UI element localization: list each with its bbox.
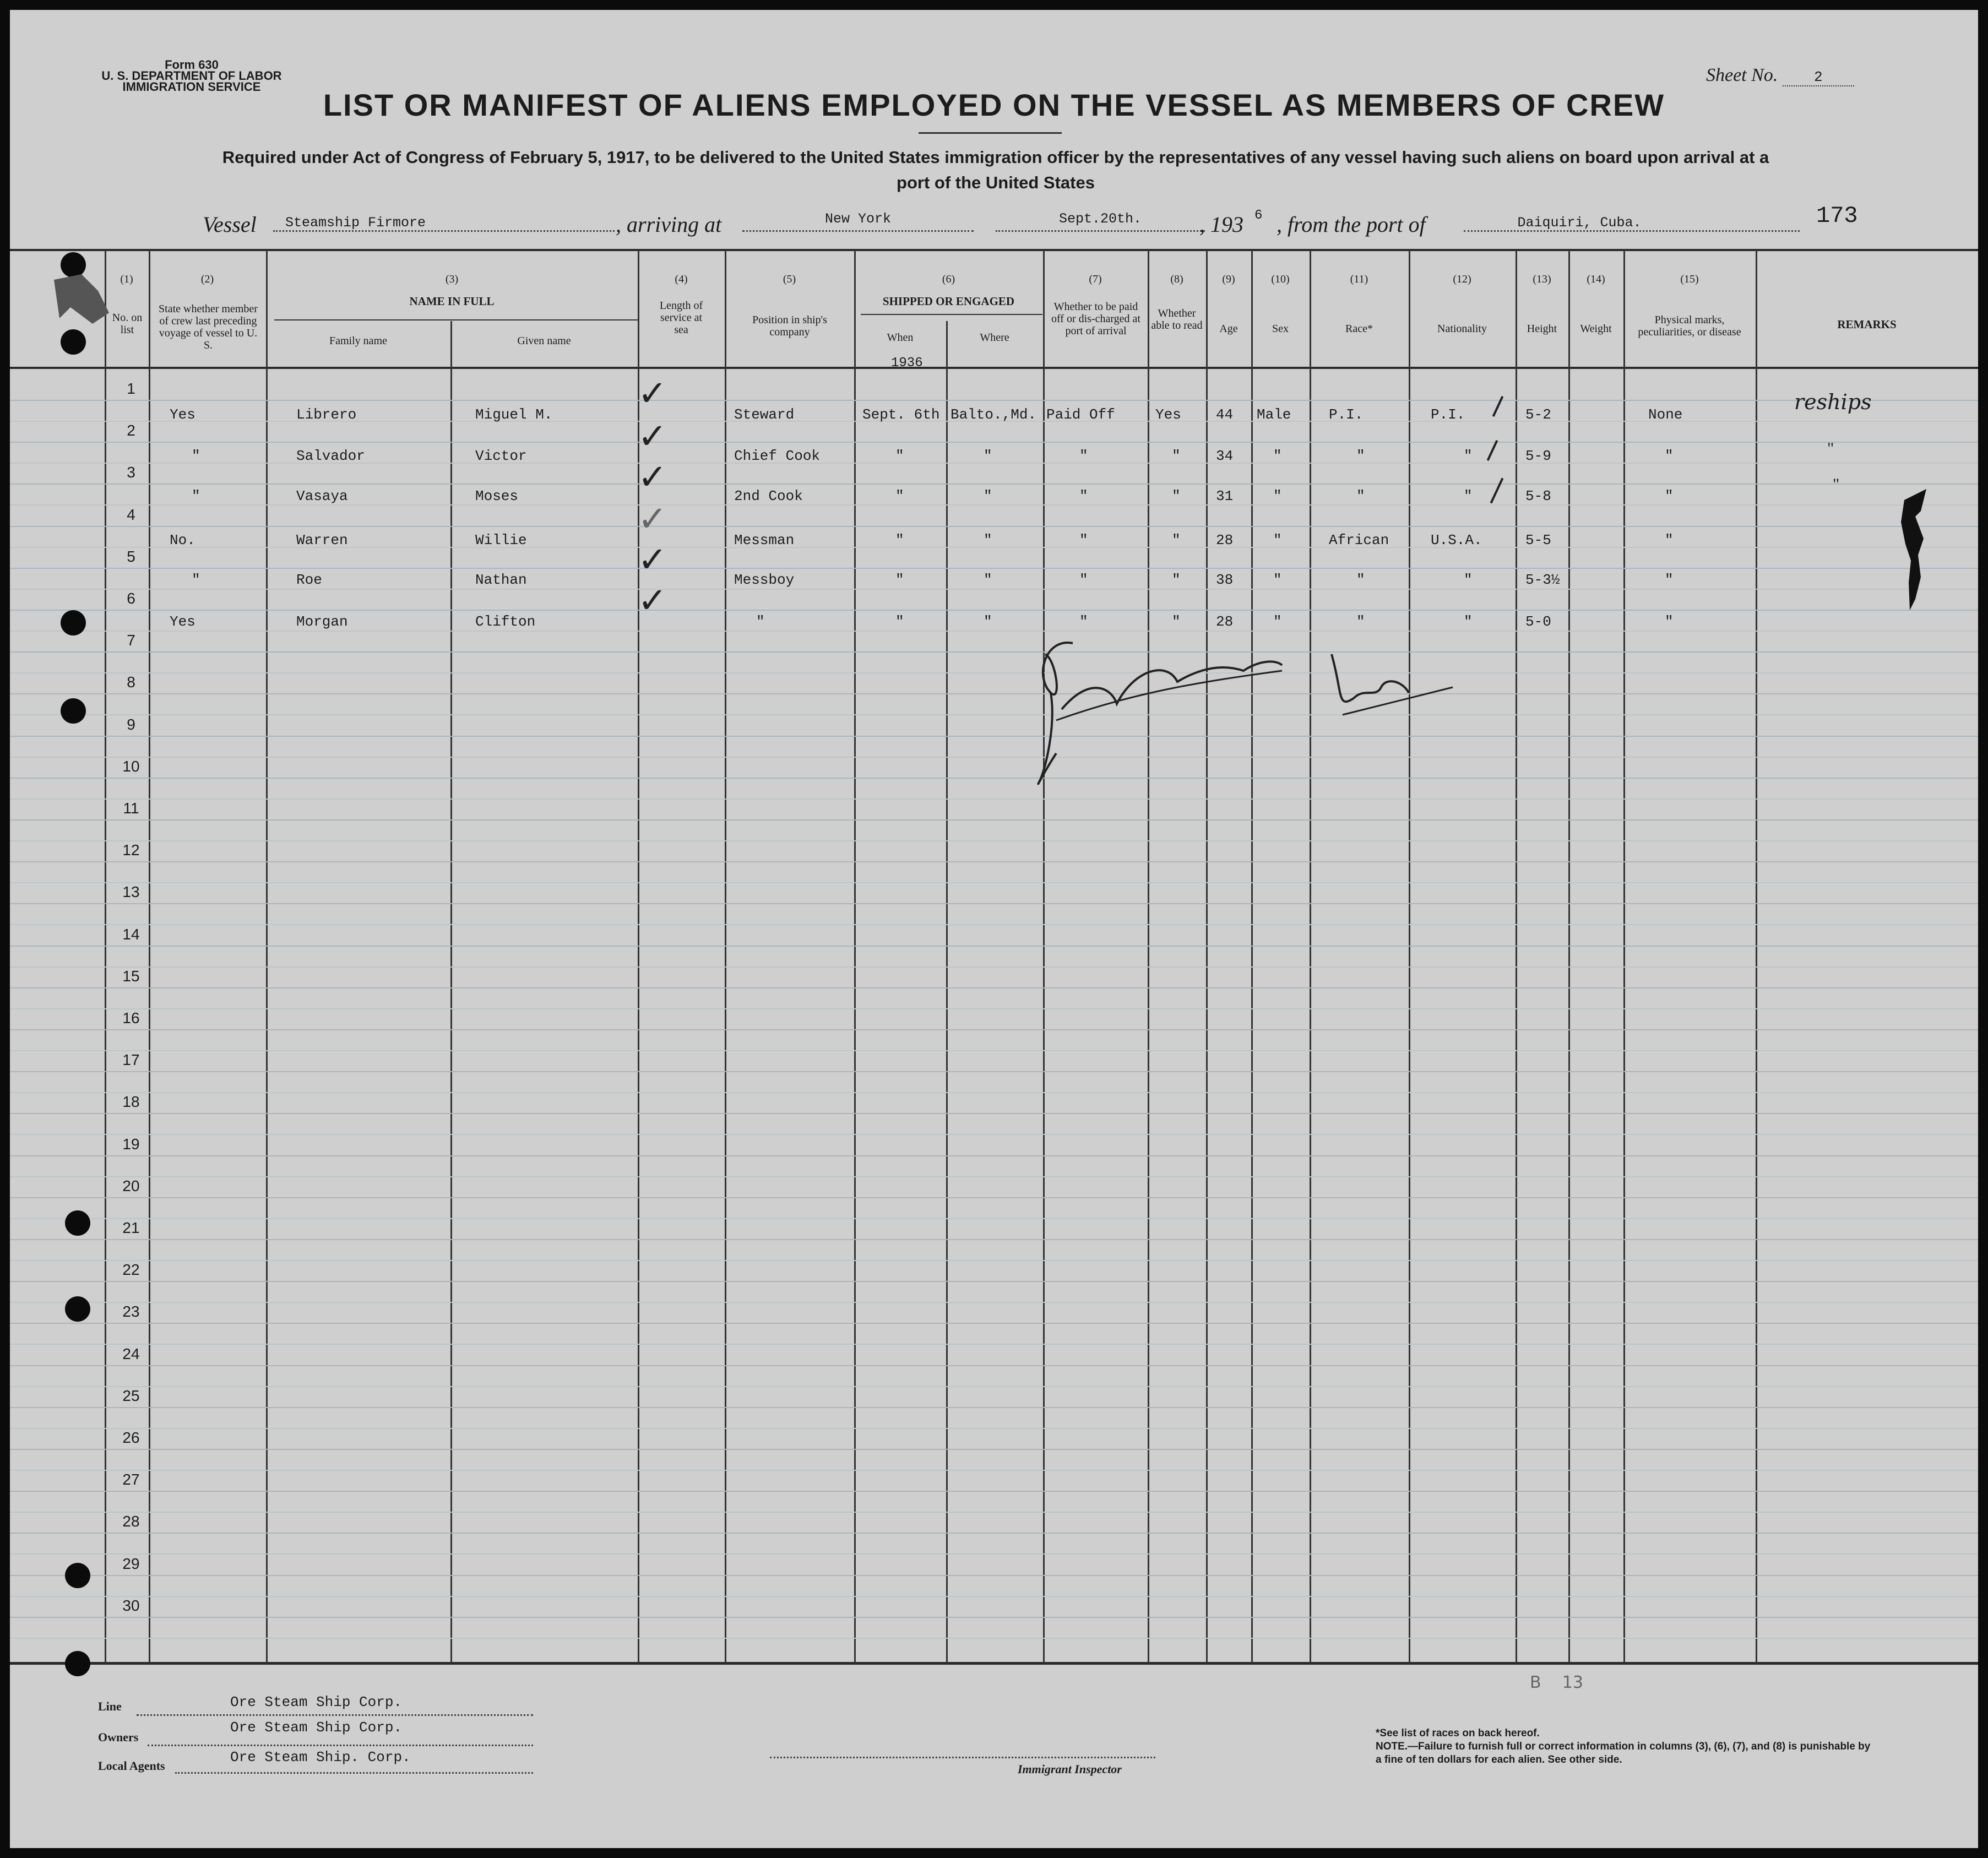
col-number: (14)	[1587, 273, 1605, 285]
line-value: Ore Steam Ship Corp.	[230, 1694, 403, 1710]
col-number: (7)	[1089, 273, 1102, 285]
row-rule	[10, 946, 1978, 947]
family-name-cell: Vasaya	[296, 488, 348, 504]
column-rule	[1310, 250, 1311, 1663]
age-cell: 28	[1216, 532, 1234, 548]
race-cell: African	[1329, 532, 1389, 548]
col-number: (13)	[1533, 273, 1551, 285]
row-number: 25	[122, 1387, 140, 1404]
row-rule	[10, 1113, 1978, 1114]
row-subrule	[10, 840, 1978, 841]
agents-value: Ore Steam Ship. Corp.	[230, 1749, 411, 1765]
col-number: (6)	[942, 273, 955, 285]
checkmark-icon: ✓	[638, 373, 667, 414]
nationality-cell: "	[1464, 448, 1473, 464]
header-paid-off: Whether to be paid off or dis-charged at port of arrival	[1051, 301, 1140, 337]
column-rule	[105, 250, 106, 1663]
page-number-handwritten: 173	[1816, 203, 1858, 229]
punch-hole	[61, 610, 86, 635]
row-rule	[10, 1491, 1978, 1492]
checkmark-icon: ✓	[638, 416, 667, 457]
row-number: 20	[122, 1177, 140, 1194]
remark-reships: reships	[1794, 390, 1872, 414]
owners-label: Owners	[98, 1730, 139, 1744]
nationality-cell: U.S.A.	[1431, 532, 1482, 548]
inspector-label: Immigrant Inspector	[1018, 1762, 1122, 1776]
row-subrule	[10, 1176, 1978, 1177]
where-cell: "	[984, 613, 992, 630]
able-read-cell: "	[1172, 572, 1181, 588]
where-cell: "	[984, 572, 992, 588]
state-cell: "	[192, 448, 200, 464]
shipped-subheader-rule	[861, 314, 1042, 315]
date-line	[996, 230, 1205, 232]
paid-off-cell: "	[1079, 532, 1088, 548]
row-subrule	[10, 504, 1978, 506]
age-cell: 31	[1216, 488, 1234, 504]
row-subrule	[10, 882, 1978, 883]
row-subrule	[10, 589, 1978, 590]
height-cell: 5-2	[1525, 406, 1551, 423]
column-rule	[266, 250, 268, 1663]
row-subrule	[10, 798, 1978, 800]
row-subrule	[10, 1008, 1978, 1009]
state-cell: Yes	[170, 613, 195, 630]
row-number: 27	[122, 1471, 140, 1488]
col-number: (1)	[120, 273, 133, 285]
where-cell: Balto.,Md.	[950, 406, 1037, 423]
state-cell: Yes	[170, 406, 195, 423]
height-cell: 5-9	[1525, 448, 1551, 464]
header-no-on-list: No. on list	[112, 312, 143, 336]
row-number: 24	[122, 1345, 140, 1362]
row-number: 12	[122, 841, 140, 859]
sex-cell: "	[1273, 532, 1282, 548]
column-rule	[1148, 250, 1149, 1663]
row-number: 8	[127, 673, 135, 691]
row-rule	[10, 819, 1978, 821]
nationality-cell: P.I.	[1431, 406, 1465, 423]
given-name-cell: Willie	[475, 532, 527, 548]
column-rule	[946, 321, 948, 1663]
race-cell: P.I.	[1329, 406, 1364, 423]
paid-off-cell: Paid Off	[1046, 406, 1115, 423]
row-number: 23	[122, 1303, 140, 1320]
punch-hole	[65, 1651, 90, 1676]
row-subrule	[10, 757, 1978, 758]
column-rule	[1568, 250, 1570, 1663]
arriving-label: , arriving at	[616, 212, 722, 237]
row-subrule	[10, 1638, 1978, 1639]
column-rule	[1516, 250, 1517, 1663]
when-cell: "	[895, 488, 904, 504]
position-cell: Steward	[734, 406, 795, 423]
age-cell: 38	[1216, 572, 1234, 588]
col-number: (15)	[1680, 273, 1699, 285]
row-rule	[10, 861, 1978, 862]
row-number: 1	[127, 380, 135, 397]
column-rule	[725, 250, 726, 1663]
col-number: (3)	[445, 273, 459, 285]
col-number: (11)	[1350, 273, 1368, 285]
column-rule	[1623, 250, 1625, 1663]
paid-off-cell: "	[1079, 613, 1088, 630]
row-number: 15	[122, 968, 140, 985]
family-name-cell: Roe	[296, 572, 322, 588]
when-cell: Sept. 6th	[862, 406, 940, 423]
row-number: 28	[122, 1513, 140, 1530]
when-cell: "	[895, 448, 904, 464]
checkmark-icon: ✓	[638, 540, 667, 580]
position-cell: Messman	[734, 532, 795, 548]
manifest-page	[10, 10, 1978, 1848]
agents-label: Local Agents	[98, 1759, 165, 1773]
row-rule	[10, 1449, 1978, 1450]
col-number: (8)	[1170, 273, 1183, 285]
age-cell: 44	[1216, 406, 1234, 423]
physical-marks-cell: "	[1665, 448, 1674, 464]
owners-dots	[148, 1745, 533, 1746]
subtitle-line-1: Required under Act of Congress of February 5, 1917, to be delivered to the United States immigration officer by the representatives of any vessel having such aliens on board upon arrival at a	[222, 148, 1769, 167]
row-subrule	[10, 1344, 1978, 1345]
header-race: Race*	[1345, 323, 1373, 335]
sex-cell: "	[1273, 488, 1282, 504]
row-rule	[10, 736, 1978, 737]
age-cell: 34	[1216, 448, 1234, 464]
row-rule	[10, 483, 1978, 485]
arriving-at: New York	[824, 211, 892, 227]
header-able-read: Whether able to read	[1151, 307, 1203, 332]
col-number: (4)	[675, 273, 688, 285]
age-cell: 28	[1216, 613, 1234, 630]
given-name-cell: Nathan	[475, 572, 527, 588]
row-rule	[10, 442, 1978, 443]
note-penalty: NOTE.—Failure to furnish full or correct information in columns (3), (6), (7), and (8) is punishable by a fine of ten dollars for each alien. See other side.	[1376, 1741, 1871, 1765]
header-weight: Weight	[1580, 323, 1612, 335]
sheet-number	[1706, 65, 1854, 86]
header-name-in-full: NAME IN FULL	[409, 295, 495, 308]
sex-cell: Male	[1257, 406, 1291, 423]
where-cell: "	[984, 488, 992, 504]
row-rule	[10, 526, 1978, 527]
when-year: 1936	[891, 356, 923, 371]
paid-off-cell: "	[1079, 448, 1088, 464]
row-rule	[10, 610, 1978, 611]
when-cell: "	[895, 572, 904, 588]
column-rule	[854, 250, 856, 1663]
family-name-cell: Morgan	[296, 613, 348, 630]
row-number: 10	[122, 758, 140, 775]
race-cell: "	[1356, 488, 1365, 504]
column-rule	[1251, 250, 1253, 1663]
row-rule	[10, 1323, 1978, 1324]
header-where: Where	[980, 332, 1009, 344]
row-rule	[10, 400, 1978, 401]
col-number: (10)	[1271, 273, 1290, 285]
row-number: 11	[123, 800, 139, 817]
row-rule	[10, 1407, 1978, 1408]
arrival-date: Sept.20th.	[1058, 211, 1142, 227]
note-races: *See list of races on back hereof.	[1376, 1727, 1540, 1739]
family-name-cell: Librero	[296, 406, 357, 423]
agents-dots	[175, 1772, 533, 1774]
col-number: (12)	[1453, 273, 1471, 285]
row-rule	[10, 693, 1978, 694]
header-sex: Sex	[1272, 323, 1289, 335]
state-cell: "	[192, 572, 200, 588]
row-rule	[10, 987, 1978, 988]
sex-cell: "	[1273, 572, 1282, 588]
from-port: Daiquiri, Cuba.	[1517, 215, 1642, 231]
column-rule	[1206, 250, 1208, 1663]
nationality-cell: "	[1464, 488, 1473, 504]
inspector-dots	[770, 1757, 1155, 1758]
year-digit: 6	[1254, 208, 1263, 223]
header-age: Age	[1219, 323, 1238, 335]
vessel-label: Vessel	[203, 212, 257, 237]
header-when: When	[887, 332, 914, 344]
row-number: 9	[127, 716, 135, 733]
physical-marks-cell: "	[1665, 532, 1674, 548]
row-rule	[10, 651, 1978, 653]
nationality-cell: "	[1464, 572, 1473, 588]
checkmark-icon: ✓	[638, 457, 667, 498]
state-cell: "	[192, 488, 200, 504]
able-read-cell: "	[1172, 613, 1181, 630]
state-cell: No.	[170, 532, 195, 548]
line-label: Line	[98, 1699, 122, 1713]
family-name-cell: Warren	[296, 532, 348, 548]
arriving-line	[742, 230, 974, 232]
vessel-name: Steamship Firmore	[285, 215, 426, 231]
row-rule	[10, 1365, 1978, 1366]
checkmark-icon: ✓	[638, 499, 667, 540]
height-cell: 5-5	[1525, 532, 1551, 548]
given-name-cell: Victor	[475, 448, 527, 464]
row-rule	[10, 778, 1978, 779]
punch-hole	[65, 1210, 90, 1236]
row-subrule	[10, 714, 1978, 715]
column-rule	[1409, 250, 1410, 1663]
height-cell: 5-3½	[1525, 572, 1560, 588]
header-length-service: Length of service at sea	[659, 300, 703, 336]
col-number: (5)	[783, 273, 796, 285]
header-state-whether: State whether member of crew last preceding voyage of vessel to U. S.	[159, 303, 258, 351]
row-number: 3	[127, 464, 135, 481]
sex-cell: "	[1273, 613, 1282, 630]
given-name-cell: Moses	[475, 488, 519, 504]
header-bottom-border	[10, 367, 1978, 369]
title-underline	[919, 132, 1062, 134]
row-number: 17	[122, 1051, 140, 1068]
row-rule	[10, 1617, 1978, 1618]
paid-off-cell: "	[1079, 488, 1088, 504]
sheet-label: Sheet No.	[1706, 65, 1778, 85]
when-cell: "	[895, 532, 904, 548]
header-given-name: Given name	[517, 335, 571, 347]
when-cell: "	[895, 613, 904, 630]
header-shipped-engaged: SHIPPED OR ENGAGED	[882, 295, 1015, 308]
punch-hole	[65, 1563, 90, 1588]
row-subrule	[10, 924, 1978, 925]
department-name: U. S. DEPARTMENT OF LABOR	[101, 69, 282, 83]
punch-hole	[65, 1296, 90, 1322]
year-label: , 193	[1199, 212, 1243, 237]
pencil-slash	[1487, 440, 1498, 461]
row-subrule	[10, 1512, 1978, 1513]
able-read-cell: Yes	[1155, 406, 1181, 423]
row-subrule	[10, 1092, 1978, 1093]
row-subrule	[10, 1050, 1978, 1051]
row-rule	[10, 1029, 1978, 1030]
row-rule	[10, 1155, 1978, 1156]
race-cell: "	[1356, 613, 1365, 630]
given-name-cell: Clifton	[475, 613, 536, 630]
checkmark-icon: ✓	[638, 580, 667, 621]
row-number: 19	[122, 1136, 140, 1153]
height-cell: 5-8	[1525, 488, 1551, 504]
line-dots	[137, 1714, 533, 1716]
row-number: 29	[122, 1555, 140, 1572]
height-cell: 5-0	[1525, 613, 1551, 630]
row-number: 18	[122, 1093, 140, 1110]
table-top-border	[10, 249, 1978, 251]
row-number: 13	[122, 883, 140, 900]
owners-value: Ore Steam Ship Corp.	[230, 1719, 403, 1736]
row-number: 6	[127, 590, 135, 607]
col-number: (9)	[1222, 273, 1235, 285]
column-rule	[450, 321, 452, 1663]
position-cell: "	[756, 613, 765, 630]
row-number: 21	[122, 1219, 140, 1236]
sheet-number-value: 2	[1783, 69, 1854, 86]
ink-blot	[1893, 483, 1937, 621]
pencil-slash	[1490, 477, 1504, 503]
where-cell: "	[984, 532, 992, 548]
row-number: 5	[127, 548, 135, 565]
header-height: Height	[1527, 323, 1557, 335]
torn-edge	[48, 258, 115, 329]
pencil-slash	[1492, 396, 1504, 417]
row-subrule	[10, 1553, 1978, 1555]
row-number: 30	[122, 1597, 140, 1614]
punch-hole	[61, 329, 86, 355]
remark-ditto: "	[1833, 475, 1840, 493]
sex-cell: "	[1273, 448, 1282, 464]
row-number: 7	[127, 632, 135, 649]
row-subrule	[10, 1302, 1978, 1303]
nationality-cell: "	[1464, 613, 1473, 630]
row-subrule	[10, 1260, 1978, 1261]
paid-off-cell: "	[1079, 572, 1088, 588]
physical-marks-cell: "	[1665, 572, 1674, 588]
race-cell: "	[1356, 572, 1365, 588]
row-number: 26	[122, 1429, 140, 1446]
inspector-signature	[1023, 627, 1464, 797]
row-subrule	[10, 631, 1978, 632]
row-rule	[10, 1533, 1978, 1534]
row-rule	[10, 1239, 1978, 1240]
physical-marks-cell: "	[1665, 488, 1674, 504]
row-number: 22	[122, 1261, 140, 1278]
header-physical-marks: Physical marks, peculiarities, or disease	[1638, 314, 1741, 338]
position-cell: Messboy	[734, 572, 795, 588]
column-rule	[1756, 250, 1757, 1663]
row-subrule	[10, 672, 1978, 673]
punch-hole	[61, 698, 86, 724]
name-subheader-rule	[274, 319, 639, 320]
service-name: IMMIGRATION SERVICE	[122, 80, 261, 94]
row-rule	[10, 1197, 1978, 1198]
row-subrule	[10, 1386, 1978, 1387]
column-rule	[1043, 250, 1045, 1663]
family-name-cell: Salvador	[296, 448, 365, 464]
pencil-mark: B 13	[1530, 1673, 1583, 1692]
where-cell: "	[984, 448, 992, 464]
row-rule	[10, 1575, 1978, 1576]
header-remarks: REMARKS	[1837, 318, 1897, 331]
given-name-cell: Miguel M.	[475, 406, 553, 423]
row-subrule	[10, 966, 1978, 968]
position-cell: Chief Cook	[734, 448, 821, 464]
race-cell: "	[1356, 448, 1365, 464]
row-rule	[10, 1281, 1978, 1282]
subtitle-line-2: port of the United States	[897, 173, 1095, 192]
row-subrule	[10, 1134, 1978, 1135]
row-subrule	[10, 1428, 1978, 1429]
table-bottom-border	[10, 1662, 1978, 1665]
column-rule	[149, 250, 150, 1663]
row-subrule	[10, 1218, 1978, 1219]
col-number: (2)	[200, 273, 214, 285]
row-number: 16	[122, 1009, 140, 1026]
row-rule	[10, 1071, 1978, 1072]
row-subrule	[10, 1470, 1978, 1471]
header-position: Position in ship's company	[752, 314, 827, 338]
header-nationality: Nationality	[1437, 323, 1487, 335]
row-rule	[10, 903, 1978, 904]
physical-marks-cell: "	[1665, 613, 1674, 630]
row-rule	[10, 568, 1978, 569]
page-title: LIST OR MANIFEST OF ALIENS EMPLOYED ON THE VESSEL AS MEMBERS OF CREW	[323, 88, 1665, 122]
able-read-cell: "	[1172, 532, 1181, 548]
from-port-label: , from the port of	[1277, 212, 1426, 237]
page-subtitle	[87, 145, 1904, 195]
row-number: 4	[127, 506, 135, 523]
header-family-name: Family name	[329, 335, 387, 347]
row-number: 14	[122, 926, 140, 943]
row-subrule	[10, 1596, 1978, 1597]
row-number: 2	[127, 422, 135, 439]
remark-ditto: "	[1827, 439, 1834, 458]
physical-marks-cell: None	[1648, 406, 1683, 423]
able-read-cell: "	[1172, 448, 1181, 464]
position-cell: 2nd Cook	[734, 488, 803, 504]
form-number: Form 630	[165, 58, 219, 72]
able-read-cell: "	[1172, 488, 1181, 504]
